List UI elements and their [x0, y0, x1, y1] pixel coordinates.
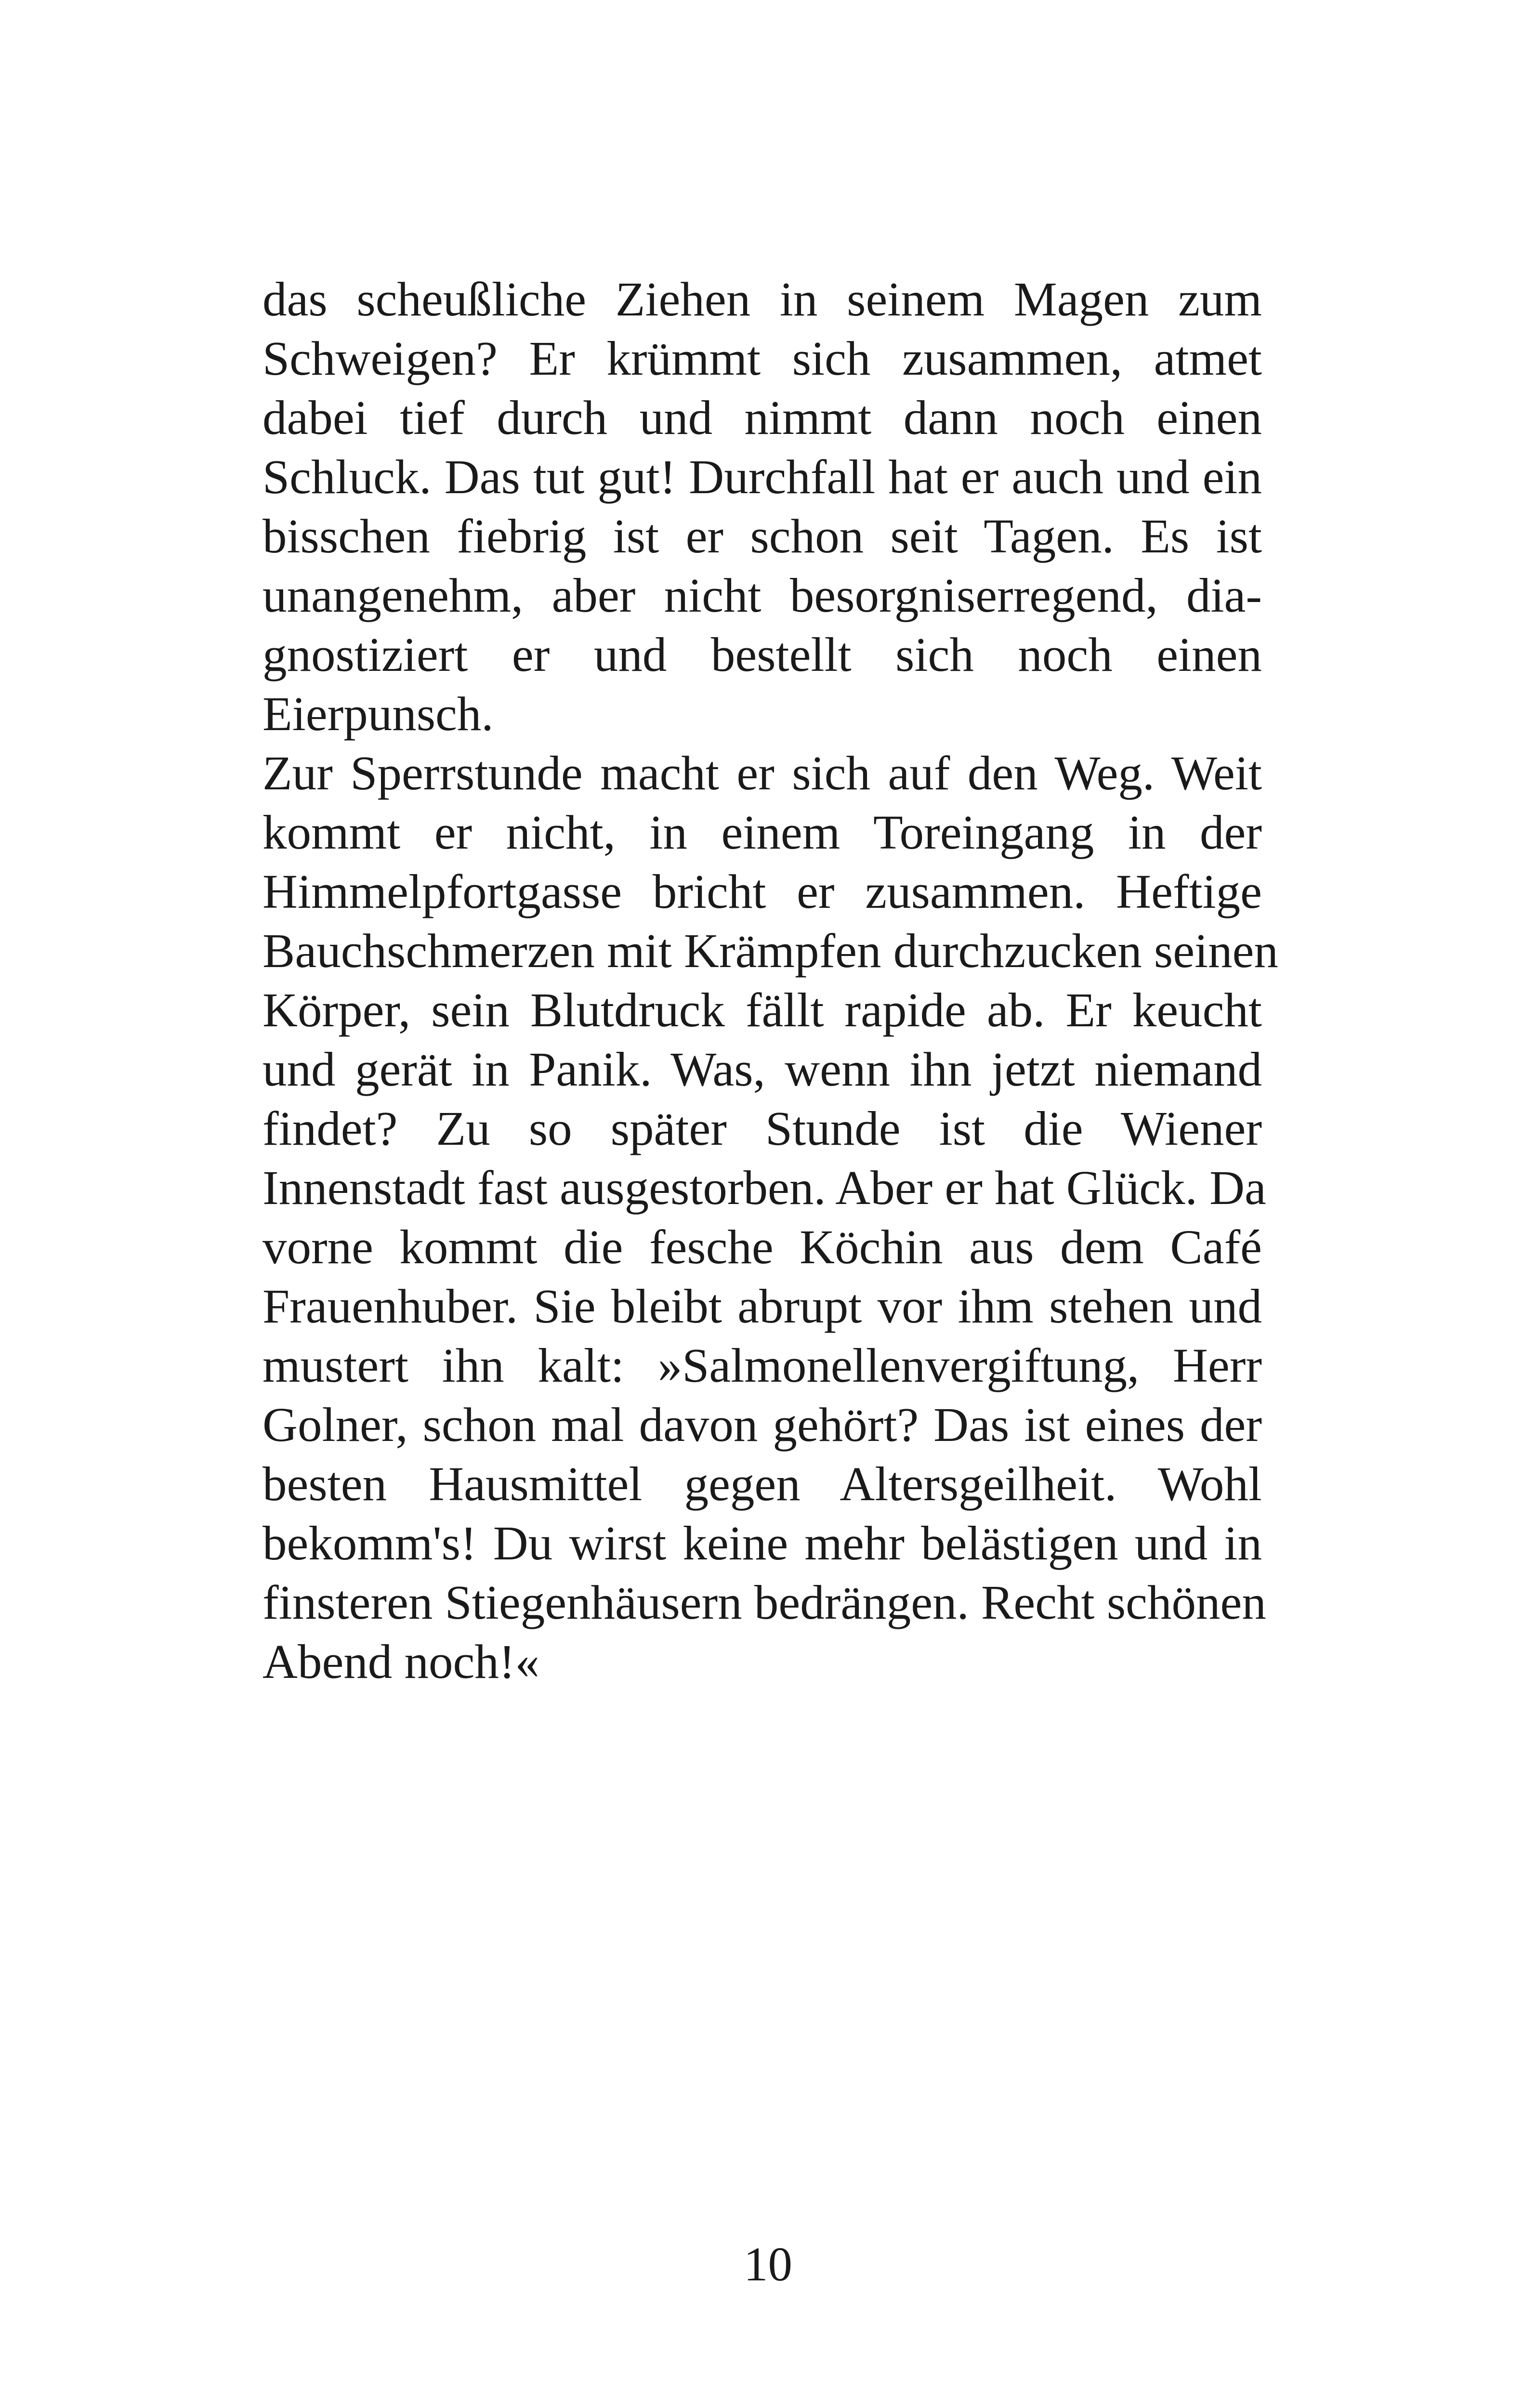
text-line: und gerät in Panik. Was, wenn ihn jetzt niemand: [263, 1042, 1262, 1096]
text-line: Frauenhuber. Sie bleibt abrupt vor ihm stehen und: [263, 1279, 1262, 1333]
text-line: das scheußliche Ziehen in seinem Magen zum: [263, 272, 1262, 326]
text-line: Abend noch!«: [263, 1635, 539, 1688]
text-line: Zur Sperrstunde macht er sich auf den Weg. Weit: [263, 746, 1262, 800]
text-line: Golner, schon mal davon gehört? Das ist eines der: [263, 1398, 1262, 1452]
text-line: mustert ihn kalt: »Salmonellenvergiftung, Herr: [263, 1338, 1262, 1392]
text-line: dabei tief durch und nimmt dann noch einen: [263, 391, 1262, 445]
text-line: finsteren Stiegenhäusern bedrängen. Recht schönen: [263, 1575, 1266, 1629]
text-line: gnostiziert er und bestellt sich noch einen: [263, 628, 1262, 681]
text-line: Himmelpfortgasse bricht er zusammen. Heftige: [263, 864, 1262, 918]
text-line: Eierpunsch.: [263, 687, 494, 741]
text-line: findet? Zu so später Stunde ist die Wiener: [263, 1101, 1262, 1155]
text-line: Innenstadt fast ausgestorben. Aber er hat Glück. Da: [263, 1161, 1266, 1215]
text-line: unangenehm, aber nicht besorgniserregend, dia-: [263, 568, 1262, 622]
page-number: 10: [744, 2237, 792, 2291]
text-line: Körper, sein Blutdruck fällt rapide ab. Er keucht: [263, 983, 1262, 1037]
body-text: [263, 270, 1278, 1691]
text-line: bekomm's! Du wirst keine mehr belästigen und in: [263, 1516, 1262, 1570]
text-line: vorne kommt die fesche Köchin aus dem Café: [263, 1220, 1262, 1274]
text-line: Schluck. Das tut gut! Durchfall hat er auch und ein: [263, 450, 1262, 504]
text-line: besten Hausmittel gegen Altersgeilheit. Wohl: [263, 1457, 1262, 1511]
text-line: bisschen fiebrig ist er schon seit Tagen. Es ist: [263, 509, 1262, 563]
text-line: Bauchschmerzen mit Krämpfen durchzucken seinen: [263, 924, 1278, 978]
text-line: kommt er nicht, in einem Toreingang in der: [263, 805, 1262, 859]
text-line: Schweigen? Er krümmt sich zusammen, atmet: [263, 331, 1262, 385]
